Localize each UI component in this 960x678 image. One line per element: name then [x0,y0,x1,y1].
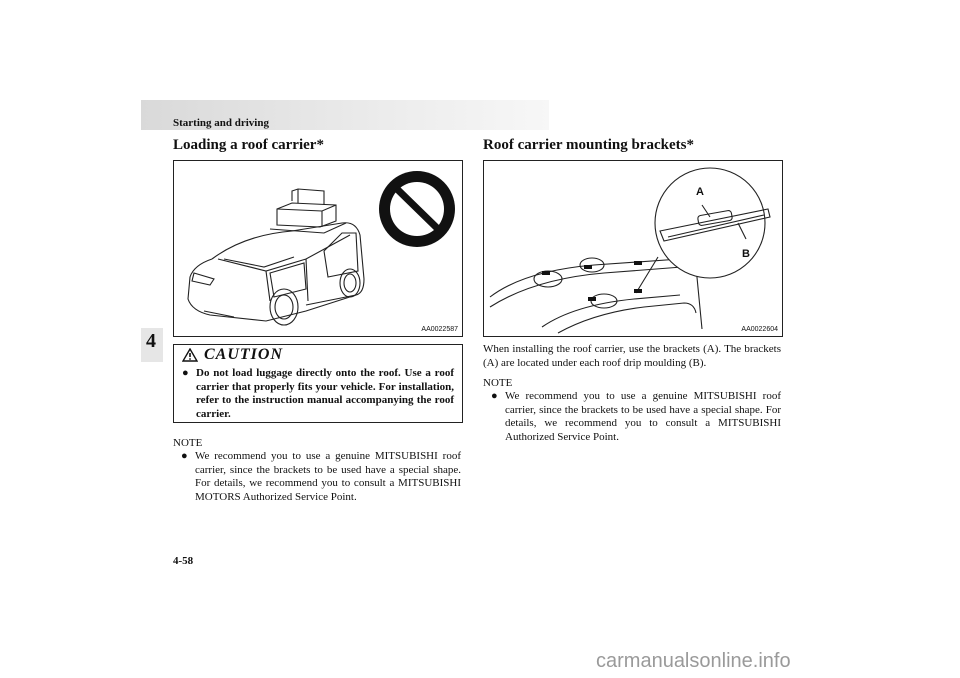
prohibition-icon [379,171,455,247]
figure-car-with-luggage [173,160,463,337]
section-header: Starting and driving [173,117,269,129]
car-illustration [174,161,462,336]
caution-bullet: ● [182,367,189,379]
figure-code: AA0022587 [421,326,458,333]
brackets-paragraph: When installing the roof carrier, use the brackets (A). The brackets (A) are located under each roof drip moulding (B). [483,343,781,369]
warning-triangle-icon [182,348,198,362]
callout-b: B [742,248,750,260]
caution-text: Do not load luggage directly onto the roof. Use a roof carrier that properly fits your vehicle. For installation, refer to the instruction manual accompanying the roof carrier. [196,367,454,420]
chapter-number: 4 [146,330,156,352]
note-bullet: ● [181,450,188,462]
note-label: NOTE [483,377,513,389]
caution-title: CAUTION [204,346,284,363]
note-label: NOTE [173,437,203,449]
heading-loading-roof-carrier: Loading a roof carrier* [173,137,324,153]
note-text: We recommend you to use a genuine MITSUBISHI roof carrier, since the brackets to be used have a special shape. For details, we recommend you to consult a MITSUBISHI Authorized Service Point. [505,390,781,443]
caution-box [173,344,463,423]
page-number: 4-58 [173,555,194,567]
heading-roof-carrier-brackets: Roof carrier mounting brackets* [483,137,694,153]
roof-bracket-illustration [484,161,782,336]
note-bullet: ● [491,390,498,402]
note-text: We recommend you to use a genuine MITSUBISHI roof carrier, since the brackets to be used have a special shape. For details, we recommend you to consult a MITSUBISHI MOTORS Authorized Service Point. [195,450,461,503]
watermark[interactable]: carmanualsonline.info [596,650,791,672]
figure-roof-brackets [483,160,783,337]
caution-header [174,345,322,365]
callout-a: A [696,186,704,198]
figure-code: AA0022604 [741,326,778,333]
